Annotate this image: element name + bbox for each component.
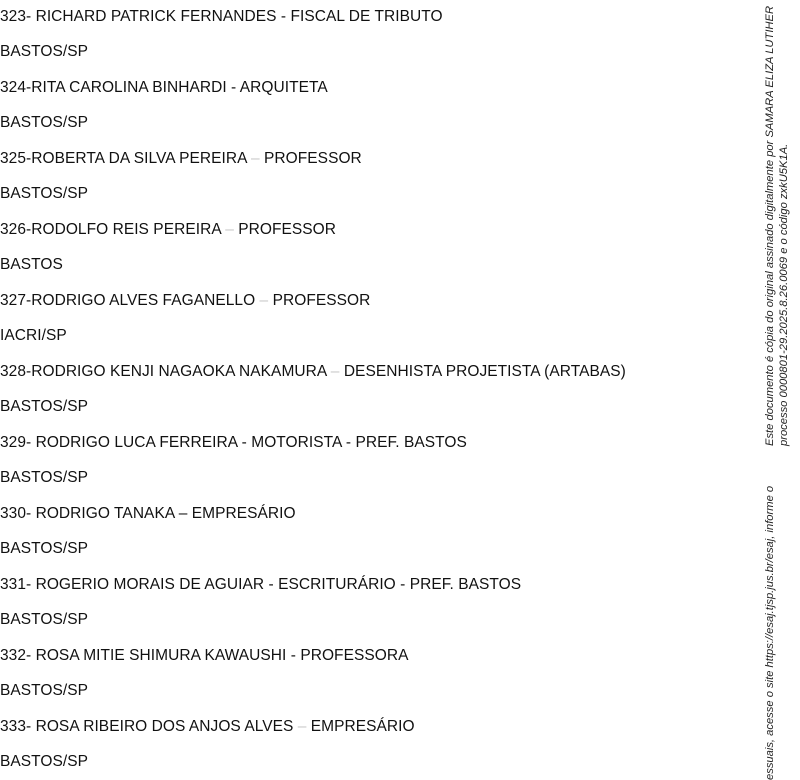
entry-326-separator: – (225, 221, 234, 238)
entry-328-separator: – (330, 363, 340, 380)
entry-325-role: PROFESSOR (264, 150, 362, 167)
margin-stamp-line2: processo 0000801-29.2025.8.26.0069 e o código zxkU5K1A. (778, 143, 790, 446)
entry-330-city: BASTOS/SP (0, 540, 89, 557)
entry-327-name (0, 292, 370, 310)
entry-326-name (0, 221, 336, 239)
entry-327-person: 327-RODRIGO ALVES FAGANELLO (0, 292, 256, 309)
entry-328-city: BASTOS/SP (0, 398, 89, 415)
entry-330-name: 330- RODRIGO TANAKA – EMPRESÁRIO (0, 505, 296, 522)
entry-328-name (0, 363, 626, 381)
entry-325-separator: – (251, 150, 260, 167)
entry-326-city: BASTOS (0, 256, 63, 273)
margin-stamp-lower: essuais, acesse o site https://esaj.tjsp.jus.br/esaj, informe o (764, 485, 776, 780)
entry-324-city: BASTOS/SP (0, 114, 89, 131)
entry-326-role: PROFESSOR (238, 221, 337, 238)
entry-325-city: BASTOS/SP (0, 185, 89, 202)
entry-333-city: BASTOS/SP (0, 753, 89, 770)
entry-333-name (0, 718, 415, 736)
entry-324-name: 324-RITA CAROLINA BINHARDI - ARQUITETA (0, 79, 328, 96)
entry-325-name (0, 150, 362, 168)
entry-323-name: 323- RICHARD PATRICK FERNANDES - FISCAL DE TRIBUTO (0, 8, 443, 25)
entry-333-person: 333- ROSA RIBEIRO DOS ANJOS ALVES (0, 718, 294, 735)
margin-stamp-line1: Este documento é cópia do original assinado digitalmente por SAMARA ELIZA LUTIHER (764, 5, 776, 446)
entry-329-city: BASTOS/SP (0, 469, 89, 486)
entry-331-name: 331- ROGERIO MORAIS DE AGUIAR - ESCRITURÁRIO - PREF. BASTOS (0, 576, 522, 593)
entry-329-name: 329- RODRIGO LUCA FERREIRA - MOTORISTA - PREF. BASTOS (0, 434, 467, 451)
entry-333-separator: – (297, 718, 307, 735)
entry-327-role: PROFESSOR (272, 292, 371, 309)
entry-333-role: EMPRESÁRIO (310, 718, 415, 735)
entry-332-name: 332- ROSA MITIE SHIMURA KAWAUSHI - PROFESSORA (0, 647, 409, 664)
entry-325-person: 325-ROBERTA DA SILVA PEREIRA (0, 150, 247, 167)
entry-323-city: BASTOS/SP (0, 43, 89, 60)
entry-327-separator: – (259, 292, 269, 309)
entry-332-city: BASTOS/SP (0, 682, 89, 699)
entry-328-person: 328-RODRIGO KENJI NAGAOKA NAKAMURA (0, 363, 327, 380)
entry-326-person: 326-RODOLFO REIS PEREIRA (0, 221, 221, 238)
entry-328-role: DESENHISTA PROJETISTA (ARTABAS) (343, 363, 626, 380)
entry-327-city: IACRI/SP (0, 327, 67, 344)
entry-331-city: BASTOS/SP (0, 611, 89, 628)
